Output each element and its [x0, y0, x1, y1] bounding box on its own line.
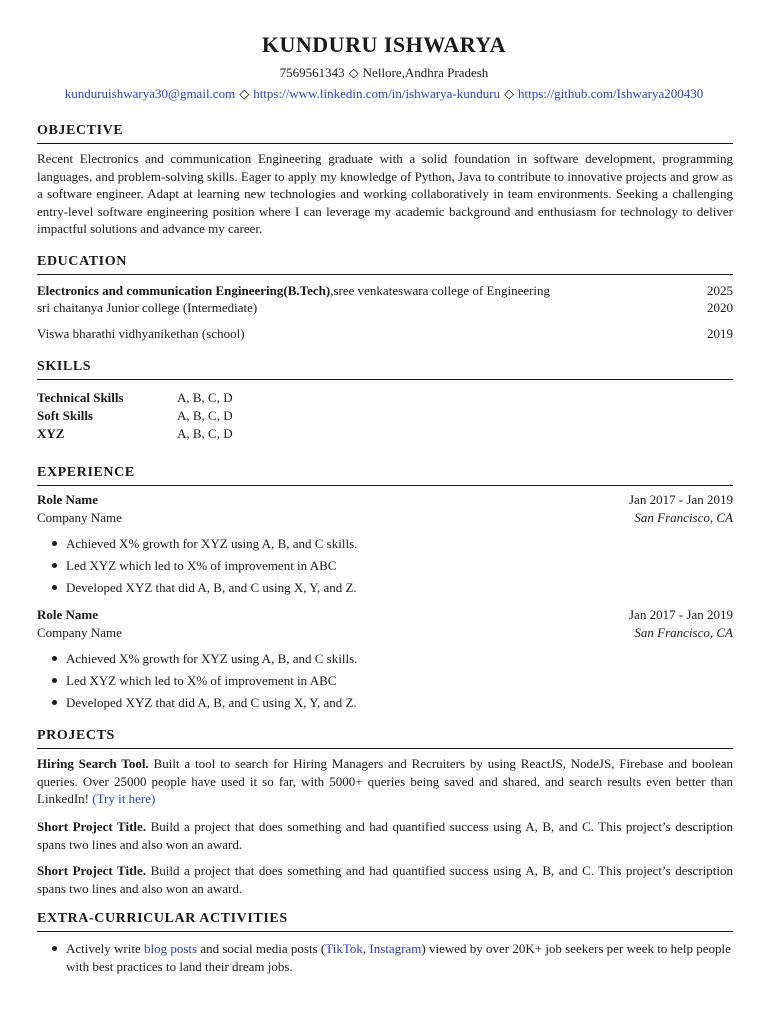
education-item	[37, 282, 733, 299]
education-year: 2020	[707, 300, 733, 315]
skill-value: A, B, C, D	[177, 390, 233, 405]
company-name: Company Name	[37, 510, 122, 525]
location: Nellore,Andhra Pradesh	[362, 65, 489, 80]
linkedin-link[interactable]: https://www.linkedin.com/in/ishwarya-kunduru	[253, 86, 501, 101]
experience-header	[37, 606, 733, 623]
project-item	[37, 818, 733, 853]
education-school: sri chaitanya Junior college (Intermediate)	[37, 300, 258, 315]
activity-text: ,	[362, 941, 370, 956]
role-dates: Jan 2017 - Jan 2019	[629, 607, 733, 622]
separator-diamond: ◇	[348, 65, 359, 80]
project-description: Build a project that does something and had quantified success using A, B, and C. This project’s description spans two lines and also won an award.	[37, 819, 733, 852]
skill-label: Technical Skills	[37, 390, 124, 405]
separator-diamond: ◇	[504, 86, 515, 101]
tiktok-link[interactable]: TikTok	[325, 941, 363, 956]
role-name: Role Name	[37, 607, 99, 622]
separator-diamond: ◇	[239, 86, 250, 101]
list-item	[52, 940, 732, 976]
instagram-link[interactable]: Instagram	[369, 941, 422, 956]
experience-header	[37, 491, 733, 508]
contact-line-2	[0, 86, 768, 102]
education-item	[37, 325, 733, 342]
education-school: ,sree venkateswara college of Engineering	[330, 283, 551, 298]
skill-label: XYZ	[37, 426, 65, 441]
project-description: Build a project that does something and had quantified success using A, B, and C. This project’s description spans two lines and also won an award.	[37, 863, 733, 896]
project-name: Short Project Title.	[37, 863, 147, 878]
section-title-objective: OBJECTIVE	[37, 123, 733, 144]
experience-subheader	[37, 509, 733, 526]
activity-text: ) viewed by over 20K+ job seekers per week to help people with best practices to land their dream jobs.	[66, 941, 731, 974]
education-item	[37, 299, 733, 316]
project-item	[37, 862, 733, 897]
skill-value: A, B, C, D	[177, 426, 233, 441]
project-name: Hiring Search Tool.	[37, 756, 149, 771]
candidate-name: KUNDURU ISHWARYA	[261, 32, 507, 57]
company-location: San Francisco, CA	[634, 510, 733, 525]
blog-posts-link[interactable]: blog posts	[143, 941, 198, 956]
list-item: Achieved X% growth for XYZ using A, B, and C skills.	[52, 650, 732, 672]
list-item: Achieved X% growth for XYZ using A, B, and C skills.	[52, 535, 732, 557]
email-link[interactable]: kunduruishwarya30@gmail.com	[64, 86, 236, 101]
contact-line-1	[0, 65, 768, 81]
activity-text: Actively write	[66, 941, 144, 956]
project-description: Built a tool to search for Hiring Managers and Recruiters by using ReactJS, NodeJS, Firebase and boolean queries. Over 25000 people have used it so far, with 5000+ queries being saved and shared, and search results even better than LinkedIn!	[37, 756, 733, 806]
project-name: Short Project Title.	[37, 819, 147, 834]
experience-bullets	[52, 535, 732, 601]
skill-value: A, B, C, D	[177, 408, 233, 423]
experience-subheader	[37, 624, 733, 641]
company-location: San Francisco, CA	[634, 625, 733, 640]
github-link[interactable]: https://github.com/Ishwarya200430	[518, 86, 704, 101]
list-item: Led XYZ which led to X% of improvement in ABC	[52, 672, 732, 694]
company-name: Company Name	[37, 625, 122, 640]
education-year: 2025	[707, 283, 733, 298]
education-school: Viswa bharathi vidhyanikethan (school)	[37, 326, 245, 341]
skill-label: Soft Skills	[37, 408, 93, 423]
experience-bullets	[52, 650, 732, 716]
education-degree: Electronics and communication Engineering(B.Tech)	[37, 283, 331, 298]
section-title-experience: EXPERIENCE	[37, 465, 733, 486]
section-title-projects: PROJECTS	[37, 728, 733, 749]
list-item: Led XYZ which led to X% of improvement in ABC	[52, 557, 732, 579]
education-year: 2019	[707, 326, 733, 341]
project-item	[37, 755, 733, 808]
activity-text: and social media posts (	[197, 941, 326, 956]
section-title-skills: SKILLS	[37, 359, 733, 380]
objective-text: Recent Electronics and communication Engineering graduate with a solid foundation in software development, programming languages, and problem-solving skills. Eager to apply my knowledge of Python, Java to contribute to innovative projects and grow as a software engineer. Adapt at learning new technologies and working collaboratively in team environments. Seeking a challenging entry-level software engineering position where I can leverage my academic background and enthusiasm for technology to deliver impactful solutions and advance my career.	[37, 151, 733, 236]
role-name: Role Name	[37, 492, 99, 507]
extracurricular-bullets	[52, 940, 732, 976]
section-title-education: EDUCATION	[37, 254, 733, 275]
project-link[interactable]: (Try it here)	[92, 791, 156, 806]
section-title-extracurricular: EXTRA-CURRICULAR ACTIVITIES	[37, 911, 733, 932]
list-item: Developed XYZ that did A, B, and C using X, Y, and Z.	[52, 579, 732, 601]
role-dates: Jan 2017 - Jan 2019	[629, 492, 733, 507]
list-item: Developed XYZ that did A, B, and C using X, Y, and Z.	[52, 694, 732, 716]
phone-number: 7569561343	[279, 65, 345, 80]
